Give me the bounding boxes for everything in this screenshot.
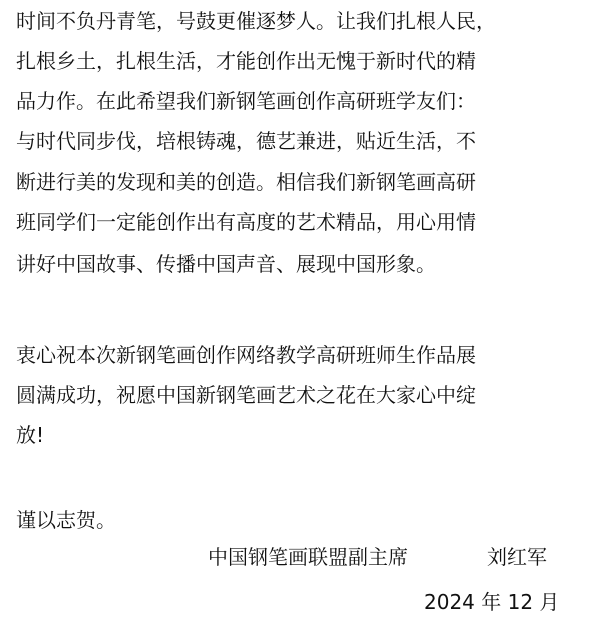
closing-line: 谨以志贺。 [16, 508, 116, 532]
paragraph-line: 品力作。在此希望我们新钢笔画创作高研班学友们： [16, 89, 476, 113]
paragraph-line: 与时代同步伐，培根铸魂，德艺兼进，贴近生活，不 [16, 129, 476, 153]
paragraph-line: 扎根乡土，扎根生活，才能创作出无愧于新时代的精 [16, 49, 476, 73]
paragraph-line: 班同学们一定能创作出有高度的艺术精品，用心用情 [16, 210, 476, 234]
paragraph-line: 圆满成功，祝愿中国新钢笔画艺术之花在大家心中绽 [16, 383, 476, 407]
paragraph-line: 放! [16, 423, 45, 447]
signature-title: 中国钢笔画联盟副主席 [208, 545, 408, 569]
paragraph-line: 衷心祝本次新钢笔画创作网络教学高研班师生作品展 [16, 343, 476, 367]
paragraph-line: 讲好中国故事、传播中国声音、展现中国形象。 [16, 252, 436, 276]
paragraph-line: 时间不负丹青笔，号鼓更催逐梦人。让我们扎根人民， [16, 9, 496, 33]
signature-name: 刘红军 [487, 545, 547, 569]
signature-date: 2024 年 12 月 [424, 590, 560, 614]
paragraph-line: 断进行美的发现和美的创造。相信我们新钢笔画高研 [16, 170, 476, 194]
